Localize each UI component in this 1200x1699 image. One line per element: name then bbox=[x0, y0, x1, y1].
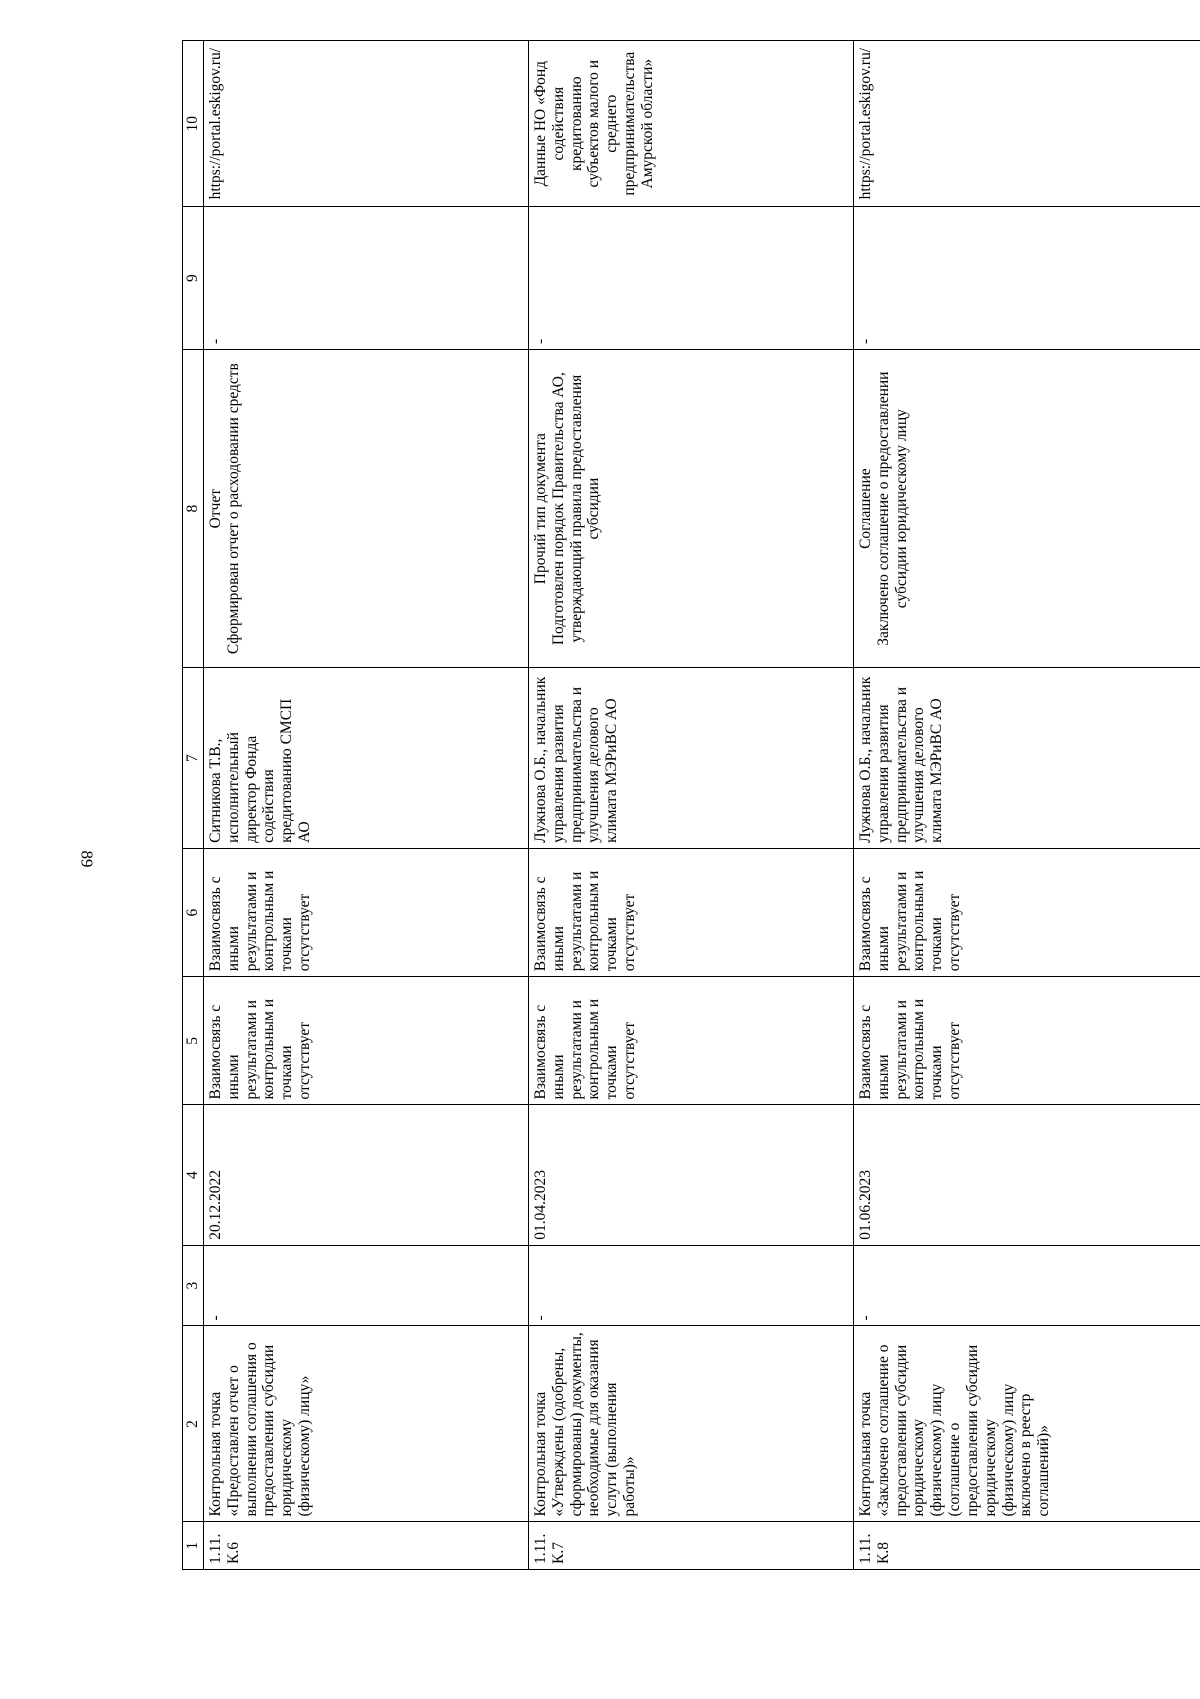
document-type: Отчет Сформирован отчет о расходовании средств bbox=[204, 349, 529, 667]
control-points-table bbox=[182, 40, 1200, 1570]
deadline-date: 20.12.2022 bbox=[204, 1105, 529, 1245]
row-number: 1.11. К.7 bbox=[529, 1522, 854, 1570]
cell-col-9: - bbox=[529, 207, 854, 350]
table-row bbox=[529, 41, 854, 1570]
info-source: https://portal.eskigov.ru/ bbox=[854, 41, 1200, 207]
header-row bbox=[183, 41, 204, 1570]
col-header-5: 5 bbox=[183, 977, 204, 1105]
relation-col-6: Взаимосвязь с иными результатами и контрольным и точками отсутствует bbox=[204, 848, 529, 976]
control-point-name: Контрольная точка «Предоставлен отчет о выполнении соглашения о предоставлении субсидии юридическому (физическому) лицу» bbox=[204, 1326, 529, 1522]
relation-col-6: Взаимосвязь с иными результатами и контрольным и точками отсутствует bbox=[529, 848, 854, 976]
relation-col-5: Взаимосвязь с иными результатами и контрольным и точками отсутствует bbox=[529, 977, 854, 1105]
info-source: https://portal.eskigov.ru/ bbox=[204, 41, 529, 207]
info-source: Данные НО «Фонд содействия кредитованию субъектов малого и среднего предпринимательства Амурской области» bbox=[529, 41, 854, 207]
page-number: 89 bbox=[77, 850, 97, 868]
control-point-name: Контрольная точка «Заключено соглашение о предоставлении субсидии юридическому (физическому) лицу (соглашение о предоставлении субсидии юридическому (физическому) лицу включено в реестр соглашений)» bbox=[854, 1326, 1200, 1522]
row-number: 1.11. К.6 bbox=[204, 1522, 529, 1570]
col-header-3: 3 bbox=[183, 1245, 204, 1326]
col-header-2: 2 bbox=[183, 1326, 204, 1522]
table-row bbox=[854, 41, 1200, 1570]
control-point-name: Контрольная точка «Утверждены (одобрены, сформированы) документы, необходимые для оказания услуги (выполнения работы)» bbox=[529, 1326, 854, 1522]
col-header-6: 6 bbox=[183, 848, 204, 976]
cell-col-3: - bbox=[204, 1245, 529, 1326]
cell-col-9: - bbox=[204, 207, 529, 350]
table-row bbox=[204, 41, 529, 1570]
cell-col-3: - bbox=[529, 1245, 854, 1326]
responsible-person: Лужнова О.Б., начальник управления развития предпринимательства и улучшения делового климата МЭРиВС АО bbox=[529, 668, 854, 849]
cell-col-3: - bbox=[854, 1245, 1200, 1326]
rotated-page bbox=[182, 40, 1200, 1570]
cell-col-9: - bbox=[854, 207, 1200, 350]
relation-col-5: Взаимосвязь с иными результатами и контрольным и точками отсутствует bbox=[854, 977, 1200, 1105]
relation-col-6: Взаимосвязь с иными результатами и контрольным и точками отсутствует bbox=[854, 848, 1200, 976]
col-header-8: 8 bbox=[183, 349, 204, 667]
col-header-9: 9 bbox=[183, 207, 204, 350]
col-header-7: 7 bbox=[183, 668, 204, 849]
deadline-date: 01.04.2023 bbox=[529, 1105, 854, 1245]
deadline-date: 01.06.2023 bbox=[854, 1105, 1200, 1245]
responsible-person: Ситникова Т.В., исполнительный директор Фонда содействия кредитованию СМСП АО bbox=[204, 668, 529, 849]
row-number: 1.11. К.8 bbox=[854, 1522, 1200, 1570]
document-type: Прочий тип документа Подготовлен порядок Правительства АО, утверждающий правила предоставления субсидии bbox=[529, 349, 854, 667]
responsible-person: Лужнова О.Б., начальник управления развития предпринимательства и улучшения делового климата МЭРиВС АО bbox=[854, 668, 1200, 849]
document-type: Соглашение Заключено соглашение о предоставлении субсидии юридическому лицу bbox=[854, 349, 1200, 667]
relation-col-5: Взаимосвязь с иными результатами и контрольным и точками отсутствует bbox=[204, 977, 529, 1105]
col-header-4: 4 bbox=[183, 1105, 204, 1245]
col-header-1: 1 bbox=[183, 1522, 204, 1570]
col-header-10: 10 bbox=[183, 41, 204, 207]
